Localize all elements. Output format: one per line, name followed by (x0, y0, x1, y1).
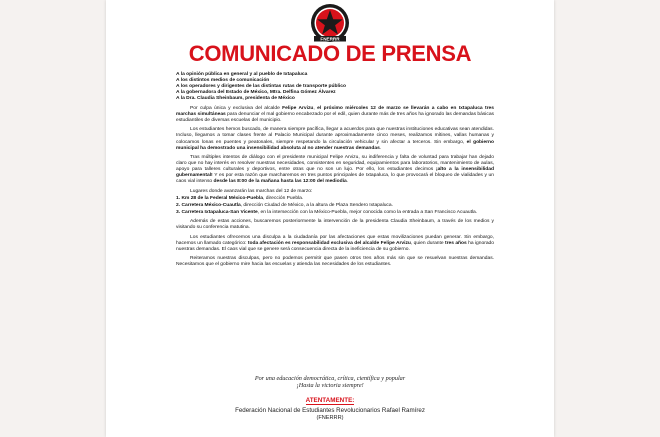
motto-line: ¡Hasta la victoria siempre! (296, 382, 364, 389)
march-item (176, 203, 494, 209)
march-item (176, 196, 494, 202)
text-run: . (346, 179, 349, 185)
text-run: Tras múltiples intentos de diálogo con el presidente municipal Felipe Arvizu, su indiferencia y falta de voluntad para trabajar han dejado claro que no hay interés en resolver nuestras necesidades, consistentes en seguridad, equipamientos para laboratorios, mantenimiento de aulas, apoyo para talleres culturales y deportivos, entre otras que no son un lujo. Por ello, los estudiantes decimos (176, 155, 494, 173)
text-run: Los estudiantes hemos buscado, de manera siempre pacífica, llegar a acuerdos para que nuestras instituciones educativas sean atendidas. Incluso, llegamos a tomar clases frente al Palacio Municipal durante aproximadamente cinco meses, realizamos mítines, vallas humanas y colocamos lonas en puentes y peatonales, siempre respetando la circulación vehicular y sin afectar a terceros. Sin embargo, (176, 127, 494, 145)
press-release-page (106, 0, 554, 437)
text-run: , (313, 105, 318, 111)
march-name: Carretera Ixtapaluca-San Vicente (181, 210, 258, 216)
march-detail: , en la intersección con la México-Puebla, mejor conocida como la entrada a San Francisco Acuautla. (257, 210, 478, 216)
motto-line: Por una educación democrática, crítica, científica y popular (254, 375, 406, 382)
paragraph-2 (176, 127, 494, 151)
atentamente-label: ATENTAMENTE: (305, 397, 355, 404)
logo-text: FNERRR (320, 36, 340, 42)
text-run-bold: el próximo miércoles 12 de marzo se llevarán a cabo en Ixtapaluca tres marchas simultáneas (176, 105, 494, 117)
text-run-bold: ¡alto a la insensibilidad gubernamental! (176, 167, 494, 179)
paragraph-1 (176, 106, 494, 124)
addressee-line: A la Dra. Claudia Sheinbaum, presidenta de México (176, 96, 295, 102)
addressee-line: A los distintos medios de comunicación (176, 78, 270, 84)
organization-acronym: (FNERRR) (316, 414, 344, 421)
text-run: Y es por esta razón que marcharemos en tres puntos principales de Ixtapaluca, lo que provocará el bloqueo de vialidades y un caos vial intenso (176, 173, 494, 185)
paragraph-5 (176, 235, 494, 253)
march-number: 2. (176, 202, 181, 208)
organization-name: Federación Nacional de Estudiantes Revolucionarios Rafael Ramírez (235, 407, 425, 414)
closing-block (106, 375, 554, 422)
addressee-line: A la opinión pública en general y al pueblo de Ixtapaluca (176, 72, 308, 77)
text-run-bold: desde las 8:00 de la mañana hasta las 12:00 del mediodía (213, 179, 347, 185)
text-run-bold: toda afectación es responsabilidad exclusiva del alcalde Felipe Arvizu (247, 240, 411, 246)
text-run: ha ignorado nuestras demandas. El caos vial que se genere será consecuencia directa de la ineficiencia de su gobierno. (176, 240, 494, 252)
addressee-line: A la gobernadora del Estado de México, Mtra. Delfina Gómez Álvarez (176, 90, 336, 96)
march-locations-list (176, 189, 494, 216)
addressee-line: A los operadores y dirigentes de las distintas rutas de transporte público (176, 84, 346, 90)
march-number: 3. (176, 210, 181, 216)
march-item (176, 210, 494, 216)
addressee-list (176, 72, 494, 102)
paragraph-3 (176, 155, 494, 185)
march-intro: Lugares donde avanzarán las marchas del 12 de marzo: (190, 188, 313, 194)
document-body (176, 72, 494, 272)
text-run: . (379, 145, 382, 151)
paragraph-4: Además de estas acciones, buscaremos posteriormente la intervención de la presidenta Claudia Sheinbaum, a través de los medios y visitando su conferencia matutina. (176, 219, 494, 231)
fnerrr-star-logo-icon (310, 3, 350, 43)
march-number: 1. (176, 195, 181, 201)
text-run-bold: Felipe Arvizu (282, 105, 314, 111)
text-run-bold: tres años (444, 240, 467, 246)
text-run-bold: el gobierno municipal ha demostrado una insensibilidad absoluta al no atender nuestras demandas (176, 139, 495, 151)
march-name: Carretera México-Cuautla (181, 202, 241, 208)
paragraph-6: Reiteramos nuestras disculpas, pero no podemos permitir que pasen otros tres años más sin que se resuelvan nuestras demandas. Necesitamos que el gobierno mire hacia las escuelas y atienda las necesidades de los estudiantes. (176, 256, 494, 268)
text-run: , quien durante (410, 240, 445, 246)
march-detail: , dirección Puebla. (263, 195, 304, 201)
text-run: Por culpa única y exclusiva del alcalde (190, 105, 283, 111)
text-run: Los estudiantes ofrecemos una disculpa a la ciudadanía por las afectaciones que estas movilizaciones puedan generar. Sin embargo, hacemos un llamado categórico: (176, 234, 494, 246)
text-run: para denunciar el mal gobierno encabezado por el edil, quien durante más de tres años ha ignorado las demandas básicas estudiantiles de diversas escuelas del municipio. (176, 111, 494, 123)
march-detail: , dirección Ciudad de México, a la altura de Plaza Sendero Ixtapaluca. (240, 202, 393, 208)
page-title: COMUNICADO DE PRENSA (188, 41, 472, 66)
march-name: Km 28 de la Federal México-Puebla (181, 195, 263, 201)
